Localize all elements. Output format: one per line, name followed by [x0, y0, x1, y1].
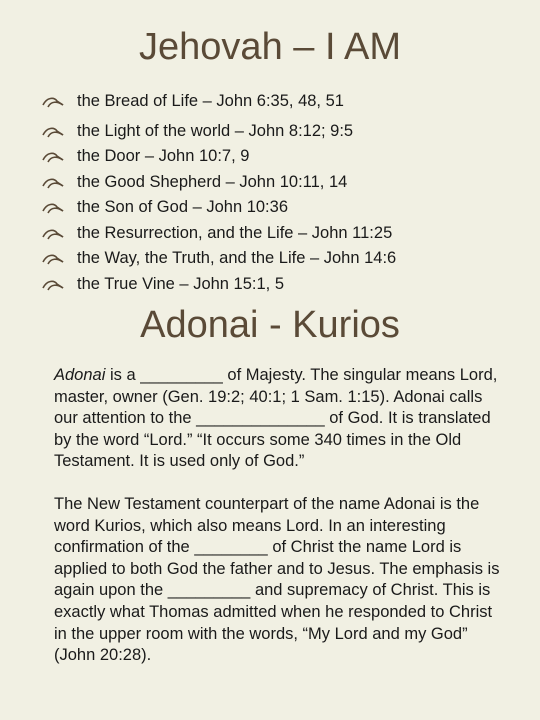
- bullet-text: the Good Shepherd – John 10:11, 14: [77, 172, 348, 191]
- jehovah-bullet-list: [42, 89, 522, 297]
- bullet-item: [42, 221, 522, 247]
- fleuron-bullet-icon: [42, 279, 64, 291]
- slide-title-jehovah: Jehovah – I AM: [139, 26, 401, 68]
- bullet-text: the Resurrection, and the Life – John 11:25: [77, 223, 393, 242]
- bullet-item: [42, 89, 522, 115]
- fleuron-bullet-icon: [42, 253, 64, 265]
- slide-title-adonai-kurios: Adonai - Kurios: [140, 304, 400, 346]
- fleuron-bullet-icon: [42, 228, 64, 240]
- bullet-text: the Way, the Truth, and the Life – John 14:6: [77, 249, 397, 267]
- bullet-text: the True Vine – John 15:1, 5: [77, 274, 285, 293]
- bullet-text: the Bread of Life – John 6:35, 48, 51: [77, 92, 344, 110]
- adonai-paragraph: [54, 365, 504, 473]
- bullet-text: the Light of the world – John 8:12; 9:5: [77, 121, 354, 140]
- fleuron-bullet-icon: [42, 151, 64, 163]
- bullet-item: [42, 195, 522, 221]
- adonai-paragraph-text: is a _________ of Majesty. The singular means Lord, master, owner (Gen. 19:2; 40:1; 1 Sam. 1:15). Adonai calls our attention to the ______________ of God. It is translated by the word “Lord.” “It occurs some 340 times in the Old Testament. It is used only of God.”: [54, 366, 498, 471]
- bullet-item: [42, 272, 522, 298]
- fleuron-bullet-icon: [42, 96, 64, 108]
- fleuron-bullet-icon: [42, 177, 64, 189]
- bullet-item: [42, 170, 522, 196]
- fleuron-bullet-icon: [42, 126, 64, 138]
- fleuron-bullet-icon: [42, 202, 64, 214]
- adonai-italic-word: Adonai: [54, 366, 106, 384]
- bullet-item: [42, 246, 522, 272]
- bullet-text: the Son of God – John 10:36: [77, 198, 288, 216]
- bullet-item: [42, 119, 522, 145]
- bullet-text: the Door – John 10:7, 9: [77, 147, 250, 165]
- kurios-paragraph: The New Testament counterpart of the name Adonai is the word Kurios, which also means Lord. In an interesting confirmation of the ________ of Christ the name Lord is applied to both God the father and to Jesus. The emphasis is again upon the _________ and supremacy of Christ. This is exactly what Thomas admitted when he responded to Christ in the upper room with the words, “My Lord and my God” (John 20:28).: [54, 495, 500, 665]
- bullet-item: [42, 144, 522, 170]
